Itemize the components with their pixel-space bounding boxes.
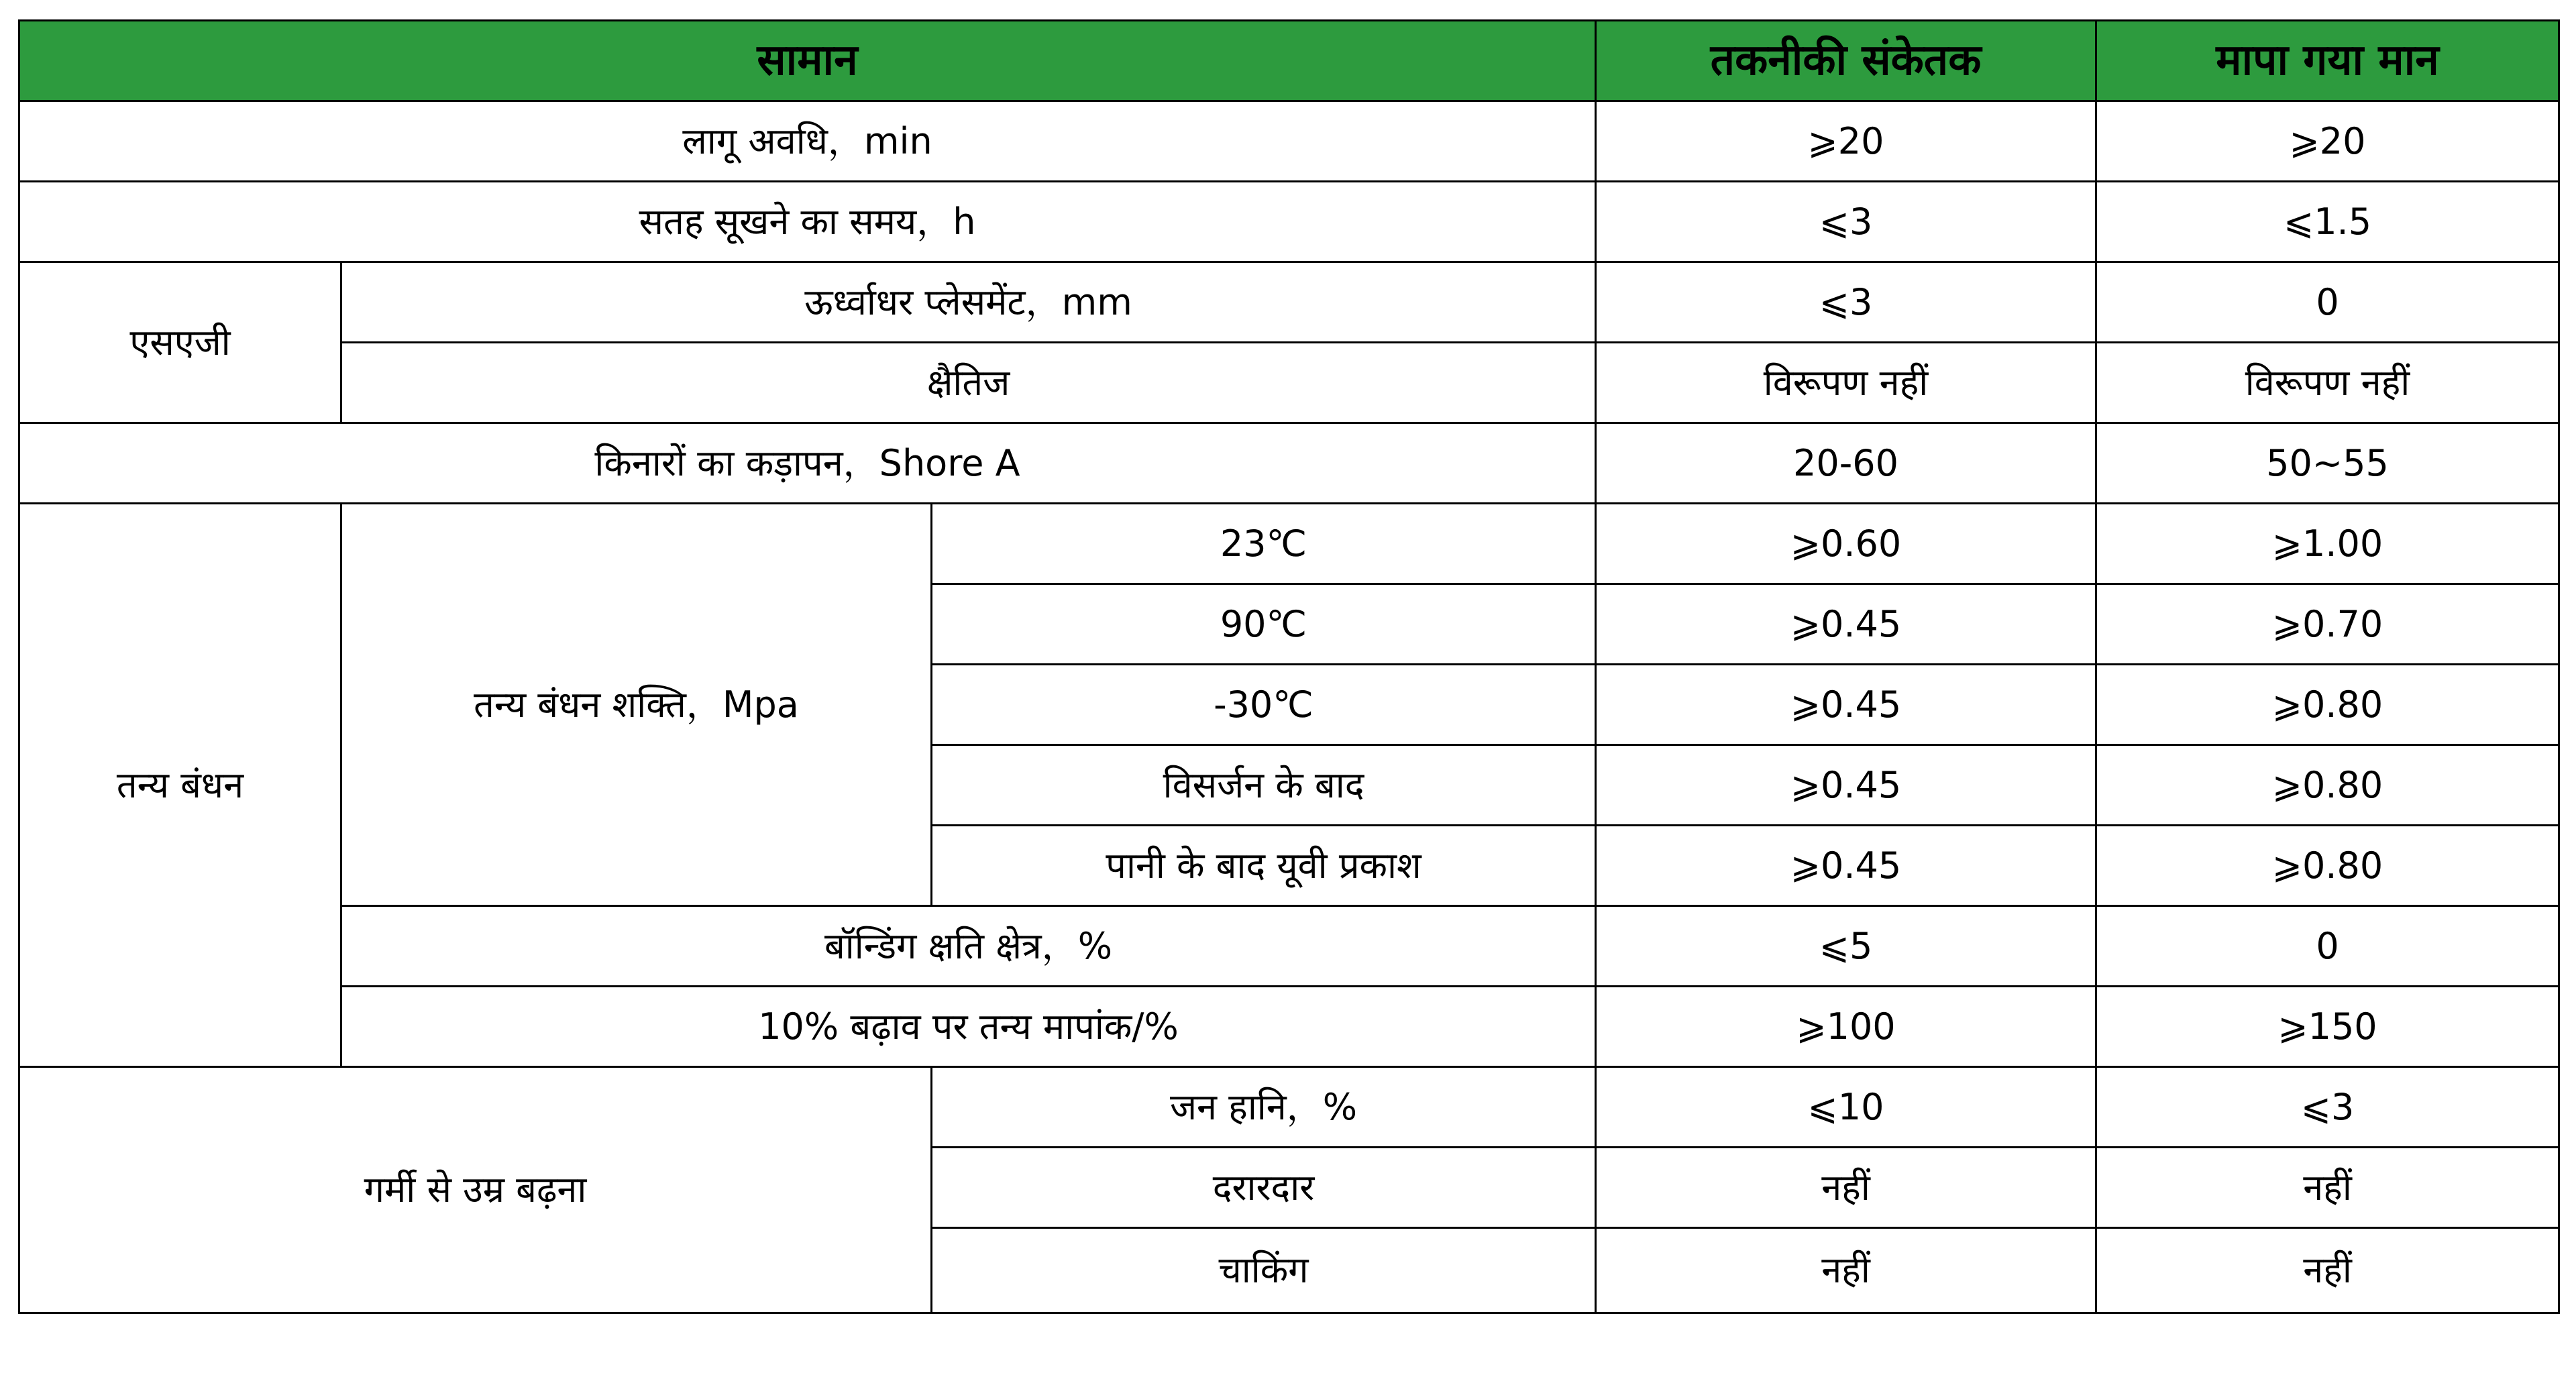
measured-cell: 50~55 <box>2096 423 2559 504</box>
condition-cell: 23℃ <box>932 504 1596 584</box>
condition-cell: विसर्जन के बाद <box>932 745 1596 826</box>
table-row <box>19 262 2559 343</box>
row-label: किनारों का कड़ापन，Shore A <box>19 423 1596 504</box>
measured-cell: 0 <box>2096 906 2559 987</box>
spec-cell: ⩾100 <box>1596 987 2096 1067</box>
spec-cell: ⩾0.60 <box>1596 504 2096 584</box>
condition-cell: चाकिंग <box>932 1228 1596 1313</box>
measured-cell: नहीं <box>2096 1148 2559 1228</box>
group-label-sag: एसएजी <box>19 262 341 423</box>
spec-cell: ⩽10 <box>1596 1067 2096 1148</box>
spec-cell: ⩾20 <box>1596 101 2096 182</box>
measured-cell: ⩽3 <box>2096 1067 2559 1148</box>
measured-cell: विरूपण नहीं <box>2096 343 2559 423</box>
measured-cell: ⩾0.80 <box>2096 826 2559 906</box>
row-label: बॉन्डिंग क्षति क्षेत्र，% <box>341 906 1596 987</box>
spec-cell: ⩽5 <box>1596 906 2096 987</box>
row-label: 10% बढ़ाव पर तन्य मापांक/% <box>341 987 1596 1067</box>
table-row <box>19 504 2559 584</box>
group-label-tensile-strength: तन्य बंधन शक्ति，Mpa <box>341 504 932 906</box>
table-row <box>19 1067 2559 1148</box>
row-label: ऊर्ध्वाधर प्लेसमेंट，mm <box>341 262 1596 343</box>
table-row <box>19 906 2559 987</box>
measured-cell: ⩾0.80 <box>2096 665 2559 745</box>
spec-cell: नहीं <box>1596 1148 2096 1228</box>
table-row <box>19 423 2559 504</box>
spec-cell: ⩾0.45 <box>1596 826 2096 906</box>
measured-cell: ⩾20 <box>2096 101 2559 182</box>
condition-cell: दरारदार <box>932 1148 1596 1228</box>
row-label: लागू अवधि，min <box>19 101 1596 182</box>
table-row <box>19 987 2559 1067</box>
group-label-tensile-bond: तन्य बंधन <box>19 504 341 1067</box>
condition-cell: पानी के बाद यूवी प्रकाश <box>932 826 1596 906</box>
spec-cell: ⩽3 <box>1596 262 2096 343</box>
spec-cell: विरूपण नहीं <box>1596 343 2096 423</box>
measured-cell: ⩾150 <box>2096 987 2559 1067</box>
spec-cell: ⩾0.45 <box>1596 745 2096 826</box>
condition-cell: जन हानि，% <box>932 1067 1596 1148</box>
header-item: सामान <box>19 21 1596 101</box>
spec-cell: ⩽3 <box>1596 182 2096 262</box>
header-technical-indicator: तकनीकी संकेतक <box>1596 21 2096 101</box>
group-label-heat-aging: गर्मी से उम्र बढ़ना <box>19 1067 932 1313</box>
table-row <box>19 101 2559 182</box>
spec-cell: ⩾0.45 <box>1596 665 2096 745</box>
row-label: सतह सूखने का समय，h <box>19 182 1596 262</box>
measured-cell: 0 <box>2096 262 2559 343</box>
table-row <box>19 182 2559 262</box>
measured-cell: नहीं <box>2096 1228 2559 1313</box>
spec-table <box>18 19 2560 1314</box>
condition-cell: 90℃ <box>932 584 1596 665</box>
row-label: क्षैतिज <box>341 343 1596 423</box>
header-row <box>19 21 2559 101</box>
measured-cell: ⩽1.5 <box>2096 182 2559 262</box>
spec-cell: ⩾0.45 <box>1596 584 2096 665</box>
measured-cell: ⩾0.70 <box>2096 584 2559 665</box>
header-measured-value: मापा गया मान <box>2096 21 2559 101</box>
table-row <box>19 343 2559 423</box>
measured-cell: ⩾1.00 <box>2096 504 2559 584</box>
spec-cell: नहीं <box>1596 1228 2096 1313</box>
spec-cell: 20-60 <box>1596 423 2096 504</box>
measured-cell: ⩾0.80 <box>2096 745 2559 826</box>
condition-cell: -30℃ <box>932 665 1596 745</box>
